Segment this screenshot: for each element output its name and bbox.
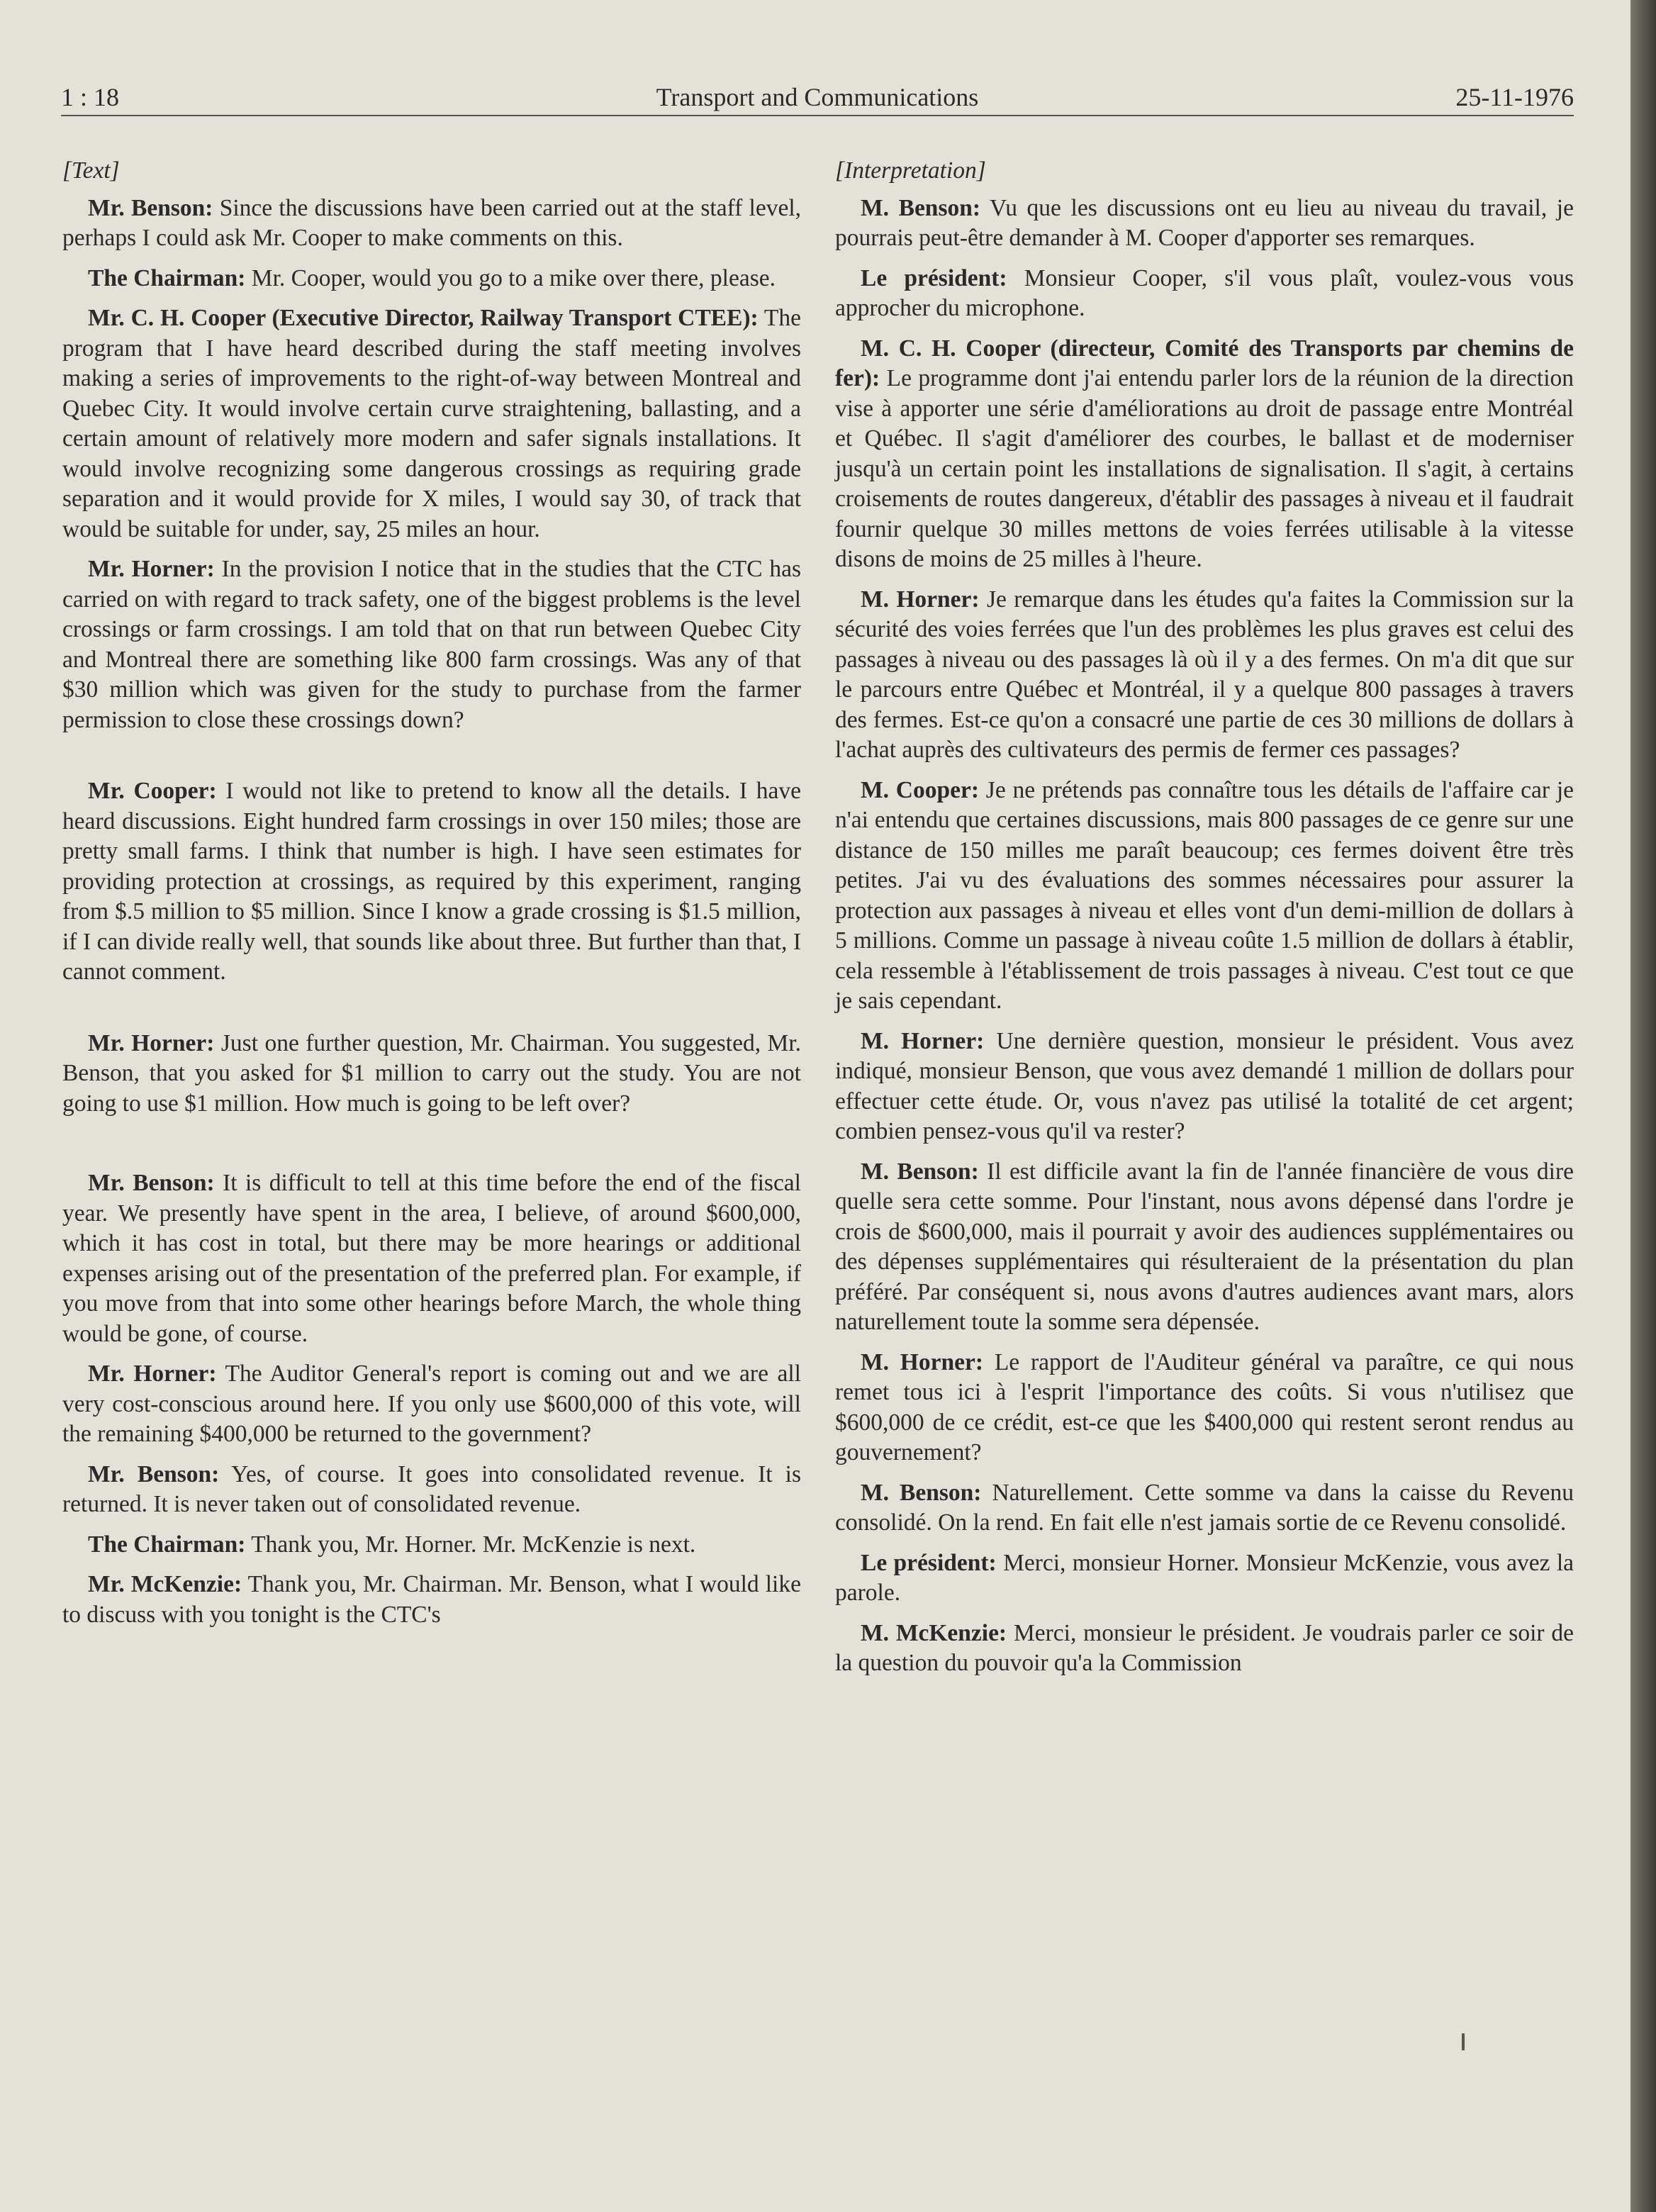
- speech-text: Yes, of course. It goes into consolidated revenue. It is returned. It is never taken out of consolidated revenue.: [62, 1460, 801, 1517]
- speech-text: Vu que les discussions ont eu lieu au niveau du travail, je pourrais peut-être demander à M. Cooper d'apporter ses remarques.: [835, 194, 1574, 251]
- speaker-name: The Chairman:: [88, 1531, 246, 1558]
- speaker-name: M. Horner:: [861, 1027, 985, 1054]
- speaker-name: M. Cooper:: [861, 776, 979, 803]
- transcript-paragraph: [62, 1570, 801, 1630]
- speech-text: Just one further question, Mr. Chairman. You suggested, Mr. Benson, that you asked for $1 million to carry out the study. You are not going to use $1 million. How much is going to be left over?: [62, 1029, 801, 1117]
- speaker-name: Le président:: [861, 1549, 997, 1576]
- speech-text: Une dernière question, monsieur le président. Vous avez indiqué, monsieur Benson, que vous avez demandé 1 million de dollars pour effectuer cette étude. Or, vous n'avez pas utilisé la totalité de cet argent; combien pensez-vous qu'il va rester?: [835, 1027, 1574, 1144]
- speech-text: Thank you, Mr. Chairman. Mr. Benson, what I would like to discuss with you tonight is the CTC's: [62, 1571, 801, 1628]
- header-divider: [61, 115, 1574, 116]
- speech-text: Le programme dont j'ai entendu parler lors de la réunion de la direction vise à apporter une série d'améliorations au droit de passage entre Montréal et Québec. Il s'agit d'améliorer des courbes, le ballast et de moderniser jusqu'à un certain point les installations de signalisation. Il s'agit, à certains croisements de routes dangereux, d'établir des passages à niveau et il faudrait fournir quelque 30 milles mettons de voies ferrées utilisable à la vitesse disons de moins de 25 milles à l'heure.: [835, 365, 1574, 572]
- transcript-paragraph: [62, 303, 801, 544]
- transcript-paragraph: [835, 194, 1574, 254]
- speaker-name: Mr. C. H. Cooper (Executive Director, Railway Transport CTEE):: [88, 305, 759, 331]
- speaker-name: Mr. Horner:: [88, 556, 215, 582]
- speaker-name: The Chairman:: [88, 264, 246, 291]
- speech-text: Le rapport de l'Auditeur général va paraître, ce qui nous remet tous ici à l'esprit l'importance des coûts. Si vous n'utilisez que $600,000 de ce crédit, est-ce que les $400,000 qui restent seront rendus au gouvernement?: [835, 1348, 1574, 1465]
- speech-text: The Auditor General's report is coming out and we are all very cost-conscious around here. If you only use $600,000 of this vote, will the remaining $400,000 be returned to the government?: [62, 1361, 801, 1447]
- transcript-paragraph: [62, 1359, 801, 1450]
- speaker-name: Mr. McKenzie:: [88, 1571, 242, 1597]
- speaker-name: M. Benson:: [861, 1479, 982, 1506]
- transcript-paragraph: [62, 1029, 801, 1119]
- transcript-paragraph: [62, 554, 801, 735]
- transcript-paragraph: [835, 776, 1574, 1017]
- speaker-name: M. McKenzie:: [861, 1619, 1007, 1646]
- speech-text: Naturellement. Cette somme va dans la caisse du Revenu consolidé. On la rend. En fait elle n'est jamais sortie de ce Revenu consolidé.: [835, 1479, 1574, 1536]
- speech-text: Mr. Cooper, would you go to a mike over there, please.: [251, 264, 776, 291]
- speech-text: Merci, monsieur le président. Je voudrais parler ce soir de la question du pouvoir qu'a la Commission: [835, 1619, 1574, 1676]
- speaker-name: M. Horner:: [861, 586, 980, 613]
- transcript-paragraph: [835, 1548, 1574, 1609]
- publication-title: Transport and Communications: [656, 83, 979, 111]
- interpretation-marker: [Interpretation]: [835, 157, 986, 184]
- speaker-name: Mr. Horner:: [88, 1029, 215, 1056]
- transcript-paragraph: [62, 1530, 801, 1560]
- english-column: [62, 156, 801, 1640]
- transcript-paragraph: [62, 194, 801, 254]
- margin-tick-mark: [1462, 2033, 1465, 2050]
- speech-text: Merci, monsieur Horner. Monsieur McKenzie, vous avez la parole.: [835, 1549, 1574, 1606]
- transcript-paragraph: [835, 264, 1574, 324]
- speech-text: Il est difficile avant la fin de l'année financière de vous dire quelle sera cette somme. Pour l'instant, nous avons dépensé dans l'ordre je crois de $600,000, mais il pourrait y avoir des audiences supplémentaires ou des dépenses supplémentaires qui résulteraient de la présentation du plan préféré. Par conséquent si, nous avons d'autres audiences avant mars, alors naturellement toute la somme sera dépensée.: [835, 1158, 1574, 1335]
- transcript-paragraph: [62, 1460, 801, 1520]
- speech-text: Since the discussions have been carried out at the staff level, perhaps I could ask Mr. Cooper to make comments on this.: [62, 194, 802, 251]
- speaker-name: Mr. Cooper:: [88, 778, 217, 804]
- header-date: 25-11-1976: [1455, 83, 1574, 111]
- transcript-paragraph: [835, 1478, 1574, 1538]
- text-marker: [Text]: [62, 157, 120, 184]
- speech-text: Je remarque dans les études qu'a faites la Commission sur la sécurité des voies ferrées que l'un des problèmes les plus graves est celui des passages à niveau ou des passages là où il y a des fermes. On m'a dit que sur le parcours entre Québec et Montréal, il y a quelque 800 passages à travers des fermes. Est-ce qu'on a consacré une partie de ces 30 millions de dollars à l'achat auprès des cultivateurs des permis de fermer ces passages?: [835, 586, 1574, 763]
- transcript-paragraph: [835, 1027, 1574, 1147]
- page-number: 1 : 18: [61, 83, 120, 111]
- speaker-name: Mr. Benson:: [88, 1460, 220, 1487]
- transcript-paragraph: [835, 334, 1574, 575]
- speech-text: Monsieur Cooper, s'il vous plaît, voulez-vous vous approcher du microphone.: [835, 264, 1574, 321]
- transcript-paragraph: [62, 264, 801, 294]
- transcript-paragraph: [62, 1168, 801, 1349]
- speaker-name: M. C. H. Cooper (directeur, Comité des Transports par chemins de fer):: [835, 335, 1574, 391]
- transcript-paragraph: [835, 1348, 1574, 1468]
- speaker-name: Mr. Horner:: [88, 1361, 217, 1387]
- speech-text: Je ne prétends pas connaître tous les détails de l'affaire car je n'ai entendu que certaines discussions, mais 800 passages de ce genre sur une distance de 150 milles me paraît beaucoup; ces fermes doivent être très petites. J'ai vu des évaluations des sommes nécessaires pour assurer la protection aux passages à niveau et elles vont d'un demi-million de dollars à 5 millions. Comme un passage à niveau coûte 1.5 million de dollars à établir, cela ressemble à l'établissement de trois passages à niveau. C'est tout ce que je sais cependant.: [835, 776, 1574, 1014]
- binding-edge: [1630, 0, 1656, 2212]
- french-column: [835, 156, 1574, 1689]
- speaker-name: M. Benson:: [861, 194, 981, 221]
- speech-text: I would not like to pretend to know all the details. I have heard discussions. Eight hundred farm crossings in over 150 miles; those are pretty small farms. I think that number is high. I have seen estimates for providing protection at crossings, as required by this experiment, ranging from $.5 million to $5 million. Since I know a grade crossing is $1.5 million, if I can divide really well, that sounds like about three. But further than that, I cannot comment.: [62, 778, 801, 985]
- speech-text: Thank you, Mr. Horner. Mr. McKenzie is next.: [251, 1531, 696, 1558]
- speaker-name: Mr. Benson:: [88, 1170, 215, 1196]
- speaker-name: Mr. Benson:: [88, 194, 213, 221]
- transcript-paragraph: [62, 776, 801, 988]
- transcript-paragraph: [835, 1157, 1574, 1338]
- transcript-paragraph: [835, 1619, 1574, 1679]
- page-header: [61, 79, 1574, 116]
- speech-text: It is difficult to tell at this time before the end of the fiscal year. We presently have spent in the area, I believe, of around $600,000, which it has cost in total, but there may be more hearings or additional expenses arising out of the presentation of the preferred plan. For example, if you move from that into some other hearings before March, the whole thing would be gone, of course.: [62, 1170, 801, 1347]
- transcript-paragraph: [835, 585, 1574, 766]
- speaker-name: M. Benson:: [861, 1158, 979, 1185]
- speaker-name: M. Horner:: [861, 1348, 984, 1375]
- speaker-name: Le président:: [861, 264, 1007, 291]
- speech-text: In the provision I notice that in the studies that the CTC has carried on with regard to track safety, one of the biggest problems is the level crossings or farm crossings. I am told that on that run between Quebec City and Montreal there are something like 800 farm crossings. Was any of that $30 million which was given for the study to purchase from the farmer permission to close these crossings down?: [62, 556, 802, 733]
- speech-text: The program that I have heard described during the staff meeting involves making a series of improvements to the right-of-way between Montreal and Quebec City. It would involve certain curve straightening, ballasting, and a certain amount of relatively more modern and safer signals installations. It would involve recognizing some dangerous crossings as requiring grade separation and it would provide for X miles, I would say 30, of track that would be suitable for under, say, 25 miles an hour.: [62, 305, 801, 542]
